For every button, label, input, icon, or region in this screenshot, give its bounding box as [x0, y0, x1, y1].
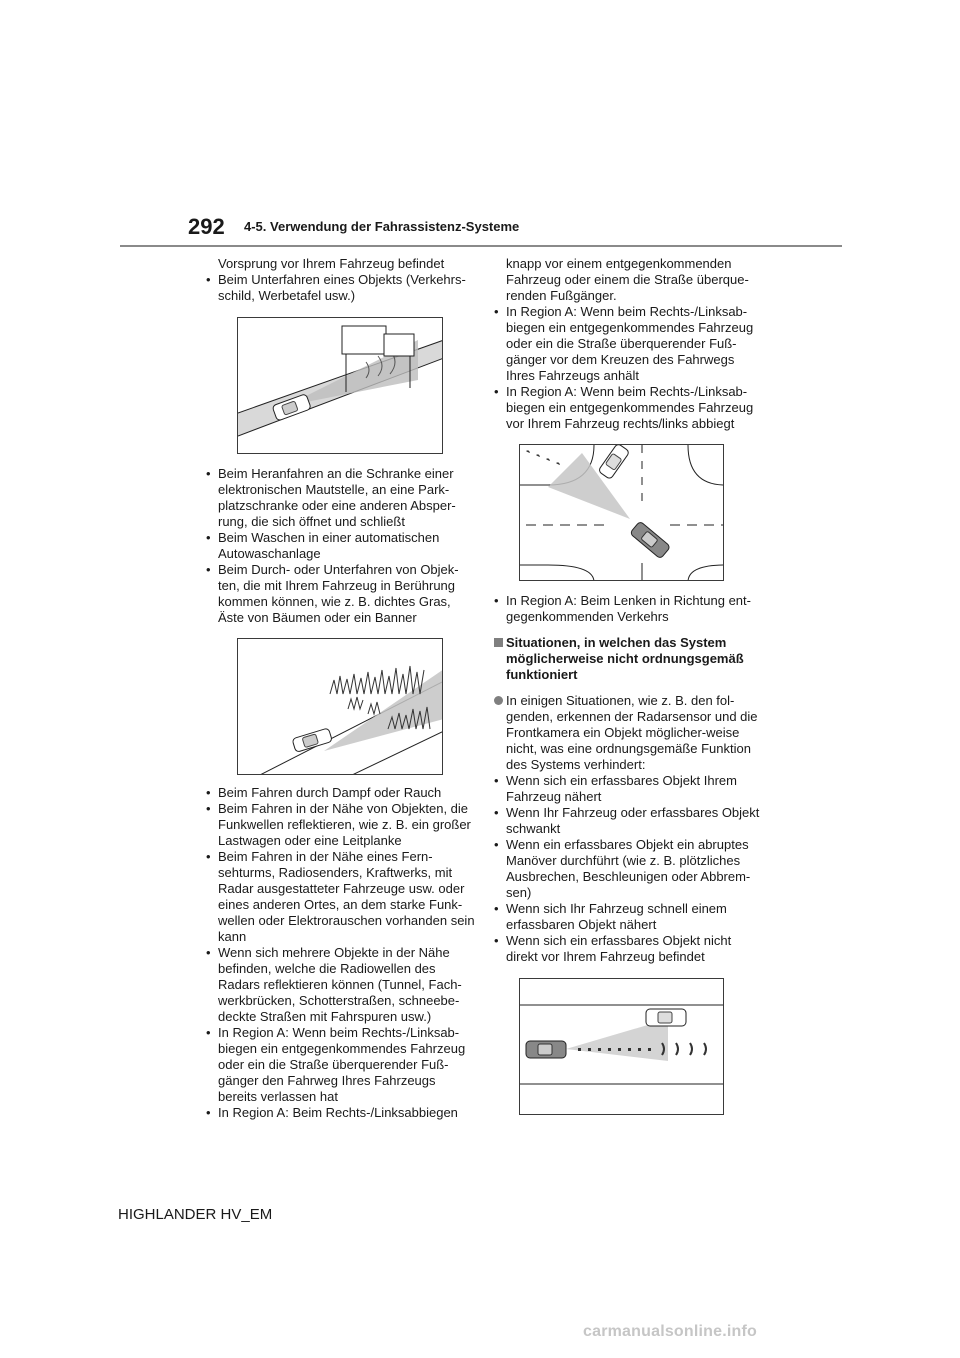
- list-item: • Beim Fahren in der Nähe von Objekten, die Funkwellen reflektieren, wie z. B. ein großer Lastwagen oder eine Leitplanke: [206, 801, 478, 849]
- list-item: • Wenn sich Ihr Fahrzeug schnell einem erfassbaren Objekt nähert: [494, 901, 764, 933]
- list-item: • Wenn sich ein erfassbares Objekt Ihrem Fahrzeug nähert: [494, 773, 764, 805]
- figure-dense-grass: [237, 638, 443, 775]
- section-title: 4-5. Verwendung der Fahrassistenz-Systeme: [244, 219, 520, 234]
- list-item: • In Region A: Wenn beim Rechts-/Linksab-biegen ein entgegenkommendes Fahrzeug oder ein die Straße überquerender Fuß-gänger vor dem Kreuzen des Fahrwegs Ihres Fahrzeugs anhält: [494, 304, 764, 384]
- list-item: • In Region A: Wenn beim Rechts-/Linksab-biegen ein entgegenkommendes Fahrzeug vor Ihrem Fahrzeug rechts/links abbiegt: [494, 384, 764, 432]
- watermark: carmanualsonline.info: [583, 1323, 758, 1340]
- figure-intersection-turn: [519, 444, 724, 581]
- left-column: [206, 256, 478, 1121]
- right-column: [494, 256, 764, 1115]
- list-item: • In Region A: Beim Rechts-/Linksabbiegen: [206, 1105, 478, 1121]
- intersection-turn-illustration: [520, 445, 724, 581]
- list-item: • Beim Fahren durch Dampf oder Rauch: [206, 785, 478, 801]
- figure-lane-offset: [519, 978, 724, 1115]
- list-item: • Beim Fahren in der Nähe eines Fern-sehturms, Radiosenders, Kraftwerks, mit Radar ausgestatteter Fahrzeuge usw. oder eines anderen Ortes, an dem starke Funk-wellen oder Elektrorauschen vorhanden sein kann: [206, 849, 478, 945]
- list-item: • Beim Unterfahren eines Objekts (Verkehrs-schild, Werbetafel usw.): [206, 272, 478, 304]
- list-item: • Beim Waschen in einer automatischen Autowaschanlage: [206, 530, 478, 562]
- list-item: • Wenn sich ein erfassbares Objekt nicht direkt vor Ihrem Fahrzeug befindet: [494, 933, 764, 965]
- dense-grass-illustration: [238, 639, 443, 775]
- lane-offset-illustration: [520, 979, 724, 1115]
- list-item: • Wenn ein erfassbares Objekt ein abruptes Manöver durchführt (wie z. B. plötzliches Ausbrechen, Beschleunigen oder Abbrem-sen): [494, 837, 764, 901]
- page-number: 292: [188, 214, 225, 239]
- list-item: • Wenn Ihr Fahrzeug oder erfassbares Objekt schwankt: [494, 805, 764, 837]
- section-heading: Situationen, in welchen das System möglicherweise nicht ordnungsgemäß funktioniert: [494, 635, 764, 683]
- continuation-text: Vorsprung vor Ihrem Fahrzeug befindet: [218, 256, 445, 271]
- list-item: • In Region A: Wenn beim Rechts-/Linksab-biegen ein entgegenkommendes Fahrzeug oder ein die Straße überquerender Fuß-gänger den Fahrweg Ihres Fahrzeugs bereits verlassen hat: [206, 1025, 478, 1105]
- header-divider: [120, 245, 842, 247]
- list-item: • Beim Heranfahren an die Schranke einer elektronischen Mautstelle, an eine Park-platzschranke oder eine anderen Absper-rung, die sich öffnet und schließt: [206, 466, 478, 530]
- list-item: • Wenn sich mehrere Objekte in der Nähe befinden, welche die Radiowellen des Radars reflektieren können (Tunnel, Fach-werkbrücken, Schotterstraßen, schneebe-deckte Straßen mit Fahrspuren usw.): [206, 945, 478, 1025]
- list-item: • Beim Durch- oder Unterfahren von Objek-ten, die mit Ihrem Fahrzeug in Berührung kommen können, wie z. B. dichtes Gras, Äste von Bäumen oder ein Banner: [206, 562, 478, 626]
- overhead-sign-illustration: [238, 318, 443, 454]
- list-item: • In Region A: Beim Lenken in Richtung ent-gegenkommenden Verkehrs: [494, 593, 764, 625]
- continuation-text: knapp vor einem entgegenkommenden Fahrzeug oder einem die Straße überque-renden Fußgänger.: [506, 256, 749, 303]
- lead-paragraph: In einigen Situationen, wie z. B. den fol-genden, erkennen der Radarsensor und die Frontkamera ein Objekt möglicher-weise nicht, was eine ordnungsgemäße Funktion des Systems verhindert:: [494, 693, 764, 773]
- footer-model-name: HIGHLANDER HV_EM: [118, 1206, 273, 1223]
- figure-overhead-sign: [237, 317, 443, 454]
